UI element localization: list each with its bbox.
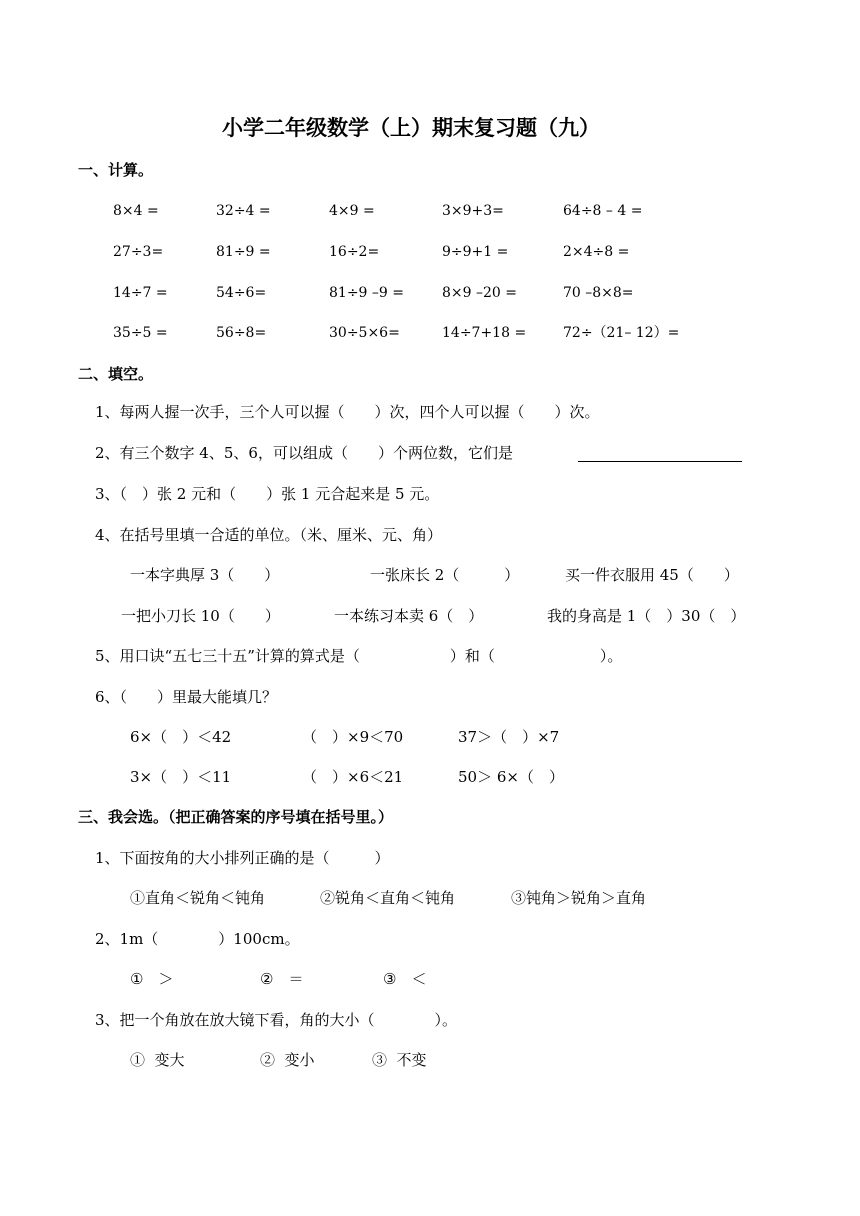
calc-item: 27÷3= bbox=[113, 244, 164, 260]
unit-item: 一本字典厚 3（ ） bbox=[130, 566, 280, 584]
choice-option: ② 变小 bbox=[260, 1051, 315, 1069]
unit-item: 一本练习本卖 6（ ） bbox=[334, 607, 484, 625]
choice-option: ③ 不变 bbox=[372, 1051, 427, 1069]
calc-item: 54÷6= bbox=[216, 285, 267, 301]
calc-item: 14÷7 = bbox=[113, 285, 168, 301]
calc-item: 2×4÷8 = bbox=[563, 244, 630, 260]
calc-item: 30÷5×6= bbox=[329, 325, 400, 341]
calc-item: 9÷9+1 = bbox=[442, 244, 509, 260]
inequality-item: 37＞（ ）×7 bbox=[458, 728, 560, 746]
calc-item: 14÷7+18 = bbox=[442, 325, 527, 341]
unit-item: 买一件衣服用 45（ ） bbox=[565, 566, 739, 584]
fill-question-3: 3、（ ）张 2 元和（ ）张 1 元合起来是 5 元。 bbox=[95, 485, 440, 503]
fill-question-6: 6、（ ）里最大能填几？ bbox=[95, 688, 278, 706]
calc-item: 4×9 = bbox=[329, 203, 375, 219]
fill-question-5: 5、用口诀“五七三十五”计算的算式是（ ）和（ ）。 bbox=[95, 647, 623, 665]
calc-item: 72÷（21– 12）= bbox=[563, 325, 680, 341]
inequality-item: 50＞ 6×（ ） bbox=[458, 768, 564, 786]
choice-option: ① ＞ bbox=[130, 970, 174, 988]
calc-item: 56÷8= bbox=[216, 325, 267, 341]
unit-item: 我的身高是 1（ ）30（ ） bbox=[547, 607, 746, 625]
calc-item: 64÷8 – 4 = bbox=[563, 203, 643, 219]
choice-question-2: 2、1m（ ）100cm。 bbox=[95, 930, 300, 948]
inequality-item: 6×（ ）＜42 bbox=[130, 728, 232, 746]
choice-option: ① 变大 bbox=[130, 1051, 185, 1069]
calc-item: 8×9 –20 = bbox=[442, 285, 517, 301]
inequality-item: （ ）×9＜70 bbox=[302, 728, 404, 746]
unit-item: 一把小刀长 10（ ） bbox=[121, 607, 280, 625]
choice-option: ③钝角＞锐角＞直角 bbox=[511, 889, 647, 907]
choice-option: ③ ＜ bbox=[383, 970, 427, 988]
fill-question-1: 1、每两人握一次手，三个人可以握（ ）次，四个人可以握（ ）次。 bbox=[95, 403, 600, 421]
calc-item: 35÷5 = bbox=[113, 325, 168, 341]
calc-item: 16÷2= bbox=[329, 244, 380, 260]
inequality-item: （ ）×6＜21 bbox=[302, 768, 404, 786]
calc-item: 3×9+3= bbox=[442, 203, 504, 219]
unit-item: 一张床长 2（ ） bbox=[370, 566, 520, 584]
inequality-item: 3×（ ）＜11 bbox=[130, 768, 232, 786]
fill-question-4: 4、在括号里填一合适的单位。（米、厘米、元、角） bbox=[95, 526, 443, 544]
calc-item: 81÷9 –9 = bbox=[329, 285, 404, 301]
calc-item: 32÷4 = bbox=[216, 203, 271, 219]
answer-blank-line[interactable] bbox=[578, 461, 742, 462]
calc-item: 70 –8×8= bbox=[563, 285, 634, 301]
section-3-heading: 三、我会选。（把正确答案的序号填在括号里。） bbox=[78, 808, 394, 826]
section-1-heading: 一、计算。 bbox=[78, 161, 154, 179]
fill-question-2: 2、有三个数字 4、5、6，可以组成（ ）个两位数，它们是 bbox=[95, 444, 513, 462]
choice-option: ②锐角＜直角＜钝角 bbox=[320, 889, 456, 907]
calc-item: 81÷9 = bbox=[216, 244, 271, 260]
choice-option: ② ＝ bbox=[260, 970, 304, 988]
choice-question-1: 1、下面按角的大小排列正确的是（ ） bbox=[95, 849, 390, 867]
choice-question-3: 3、把一个角放在放大镜下看，角的大小（ ）。 bbox=[95, 1011, 458, 1029]
section-2-heading: 二、填空。 bbox=[78, 365, 154, 383]
calc-item: 8×4 = bbox=[113, 203, 159, 219]
page-title: 小学二年级数学（上）期末复习题（九） bbox=[222, 116, 600, 140]
choice-option: ①直角＜锐角＜钝角 bbox=[130, 889, 266, 907]
